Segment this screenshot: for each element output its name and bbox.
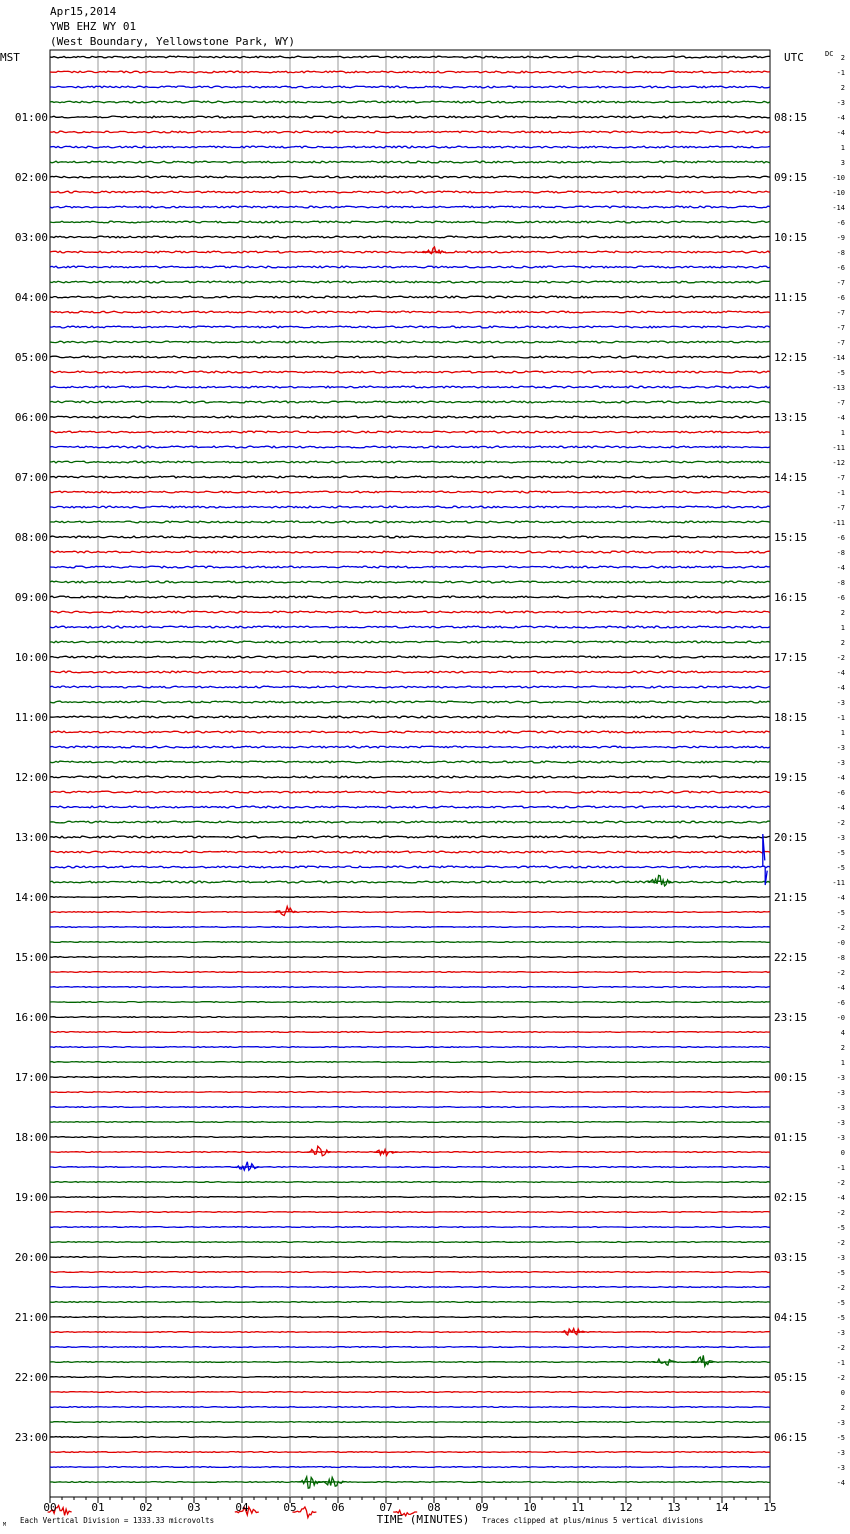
trace-line xyxy=(50,716,770,718)
x-tick-label: 14 xyxy=(715,1501,729,1514)
dc-offset-label: -6 xyxy=(836,264,845,272)
trace-line xyxy=(50,356,770,358)
dc-offset-label: 2 xyxy=(840,54,845,62)
dc-offset-label: -12 xyxy=(832,459,845,467)
dc-offset-label: 3 xyxy=(840,159,845,167)
mst-hour-label: 14:00 xyxy=(14,891,48,904)
mst-hour-label: 10:00 xyxy=(14,651,48,664)
trace-line xyxy=(50,131,770,133)
dc-offset-label: 4 xyxy=(840,1029,845,1037)
trace-line xyxy=(50,626,770,628)
trace-line xyxy=(50,506,770,508)
dc-offset-label: -2 xyxy=(836,924,845,932)
trace-line xyxy=(50,596,770,598)
dc-offset-label: -3 xyxy=(836,834,845,842)
x-tick-label: 07 xyxy=(379,1501,393,1514)
dc-offset-label: -2 xyxy=(836,819,845,827)
dc-offset-label: -2 xyxy=(836,1374,845,1382)
trace-line xyxy=(50,311,770,313)
seismic-event xyxy=(763,834,765,867)
mst-hour-label: 06:00 xyxy=(14,411,48,424)
trace-line xyxy=(50,1467,770,1468)
dc-offset-label: -2 xyxy=(836,969,845,977)
trace-line xyxy=(50,581,770,583)
trace-line xyxy=(50,161,770,163)
dc-offset-label: -4 xyxy=(836,564,845,572)
mst-hour-label: 11:00 xyxy=(14,711,48,724)
trace-line xyxy=(50,912,770,913)
dc-offset-label: -3 xyxy=(836,1419,845,1427)
x-tick-label: 08 xyxy=(427,1501,441,1514)
trace-line xyxy=(50,296,770,298)
utc-hour-label: 09:15 xyxy=(774,171,808,184)
trace-line xyxy=(50,1227,770,1228)
utc-hour-label: 00:15 xyxy=(774,1071,808,1084)
mst-hour-label: 17:00 xyxy=(14,1071,48,1084)
trace-line xyxy=(50,1242,770,1243)
trace-line xyxy=(50,341,770,343)
x-tick-label: 00 xyxy=(43,1501,57,1514)
trace-line xyxy=(50,116,770,118)
trace-line xyxy=(50,461,770,463)
trace-line xyxy=(50,731,770,733)
dc-offset-label: -4 xyxy=(836,669,845,677)
utc-hour-label: 11:15 xyxy=(774,291,808,304)
dc-offset-label: -5 xyxy=(836,1224,845,1232)
trace-line xyxy=(50,401,770,403)
dc-offset-label: -4 xyxy=(836,114,845,122)
mst-hour-label: 05:00 xyxy=(14,351,48,364)
trace-line xyxy=(50,386,770,388)
trace-line xyxy=(50,491,770,493)
utc-hour-label: 05:15 xyxy=(774,1371,808,1384)
x-tick-label: 12 xyxy=(619,1501,633,1514)
mst-hour-label: 23:00 xyxy=(14,1431,48,1444)
dc-offset-label: -7 xyxy=(836,504,845,512)
dc-offset-label: 2 xyxy=(840,84,845,92)
trace-line xyxy=(50,416,770,418)
utc-hour-label: 13:15 xyxy=(774,411,808,424)
trace-line xyxy=(50,101,770,103)
trace-line xyxy=(50,446,770,448)
trace-line xyxy=(50,1347,770,1348)
trace-line xyxy=(50,776,770,778)
dc-offset-label: 1 xyxy=(840,144,845,152)
dc-offset-label: -3 xyxy=(836,699,845,707)
trace-line xyxy=(50,701,770,703)
x-tick-label: 09 xyxy=(475,1501,489,1514)
trace-line xyxy=(50,957,770,958)
trace-line xyxy=(50,1272,770,1273)
dc-offset-label: -7 xyxy=(836,309,845,317)
dc-offset-label: -7 xyxy=(836,324,845,332)
dc-offset-label: -3 xyxy=(836,1089,845,1097)
dc-offset-label: -4 xyxy=(836,684,845,692)
trace-line xyxy=(50,1107,770,1108)
utc-hour-label: 19:15 xyxy=(774,771,808,784)
trace-line xyxy=(50,221,770,223)
dc-offset-label: 2 xyxy=(840,1404,845,1412)
utc-hour-label: 12:15 xyxy=(774,351,808,364)
dc-offset-label: -9 xyxy=(836,234,845,242)
dc-offset-label: -6 xyxy=(836,219,845,227)
dc-offset-label: -1 xyxy=(836,1359,845,1367)
trace-line xyxy=(50,176,770,178)
trace-line xyxy=(50,927,770,928)
dc-offset-label: -7 xyxy=(836,474,845,482)
x-tick-label: 11 xyxy=(571,1501,585,1514)
trace-line xyxy=(50,71,770,73)
trace-line xyxy=(50,1167,770,1168)
utc-hour-label: 23:15 xyxy=(774,1011,808,1024)
trace-line xyxy=(50,1002,770,1003)
utc-hour-label: 16:15 xyxy=(774,591,808,604)
dc-axis-title: DC xyxy=(825,50,834,58)
utc-hour-label: 02:15 xyxy=(774,1191,808,1204)
mst-hour-label: 16:00 xyxy=(14,1011,48,1024)
mst-axis-title: MST xyxy=(0,51,20,64)
trace-line xyxy=(50,146,770,148)
utc-hour-label: 08:15 xyxy=(774,111,808,124)
dc-offset-label: -2 xyxy=(836,1239,845,1247)
dc-offset-label: -5 xyxy=(836,1314,845,1322)
trace-line xyxy=(50,1212,770,1213)
dc-offset-label: -6 xyxy=(836,999,845,1007)
dc-offset-label: -3 xyxy=(836,759,845,767)
trace-line xyxy=(50,1047,770,1048)
dc-offset-label: -1 xyxy=(836,1164,845,1172)
dc-offset-label: -3 xyxy=(836,99,845,107)
dc-offset-label: -8 xyxy=(836,579,845,587)
dc-offset-label: -7 xyxy=(836,339,845,347)
dc-offset-label: -4 xyxy=(836,1194,845,1202)
mst-hour-label: 13:00 xyxy=(14,831,48,844)
trace-line xyxy=(50,1017,770,1018)
trace-line xyxy=(50,1122,770,1123)
dc-offset-label: -2 xyxy=(836,1284,845,1292)
trace-line xyxy=(50,1407,770,1408)
utc-hour-label: 17:15 xyxy=(774,651,808,664)
trace-line xyxy=(50,641,770,643)
dc-offset-label: -5 xyxy=(836,909,845,917)
trace-line xyxy=(50,836,770,838)
mst-hour-label: 19:00 xyxy=(14,1191,48,1204)
dc-offset-label: -5 xyxy=(836,369,845,377)
dc-offset-label: -3 xyxy=(836,1119,845,1127)
trace-line xyxy=(50,266,770,268)
seismic-event xyxy=(691,1355,715,1366)
seismic-event xyxy=(235,1162,259,1170)
trace-line xyxy=(50,897,770,898)
dc-offset-label: -3 xyxy=(836,1104,845,1112)
trace-line xyxy=(50,987,770,988)
dc-offset-label: -13 xyxy=(832,384,845,392)
trace-line xyxy=(50,1482,770,1483)
utc-hour-label: 14:15 xyxy=(774,471,808,484)
mst-hour-label: 04:00 xyxy=(14,291,48,304)
trace-line xyxy=(50,1377,770,1378)
utc-hour-label: 03:15 xyxy=(774,1251,808,1264)
dc-offset-label: -8 xyxy=(836,549,845,557)
x-tick-label: 01 xyxy=(91,1501,105,1514)
dc-offset-label: 1 xyxy=(840,624,845,632)
corner-mark: M xyxy=(3,1522,7,1528)
mst-hour-label: 01:00 xyxy=(14,111,48,124)
chart-date: Apr15,2014 xyxy=(50,5,117,18)
x-tick-label: 02 xyxy=(139,1501,153,1514)
trace-line xyxy=(50,1422,770,1423)
seismic-event xyxy=(273,906,297,915)
dc-offset-label: -6 xyxy=(836,534,845,542)
trace-line xyxy=(50,1197,770,1198)
dc-offset-label: -4 xyxy=(836,804,845,812)
trace-line xyxy=(50,86,770,88)
trace-line xyxy=(50,1152,770,1153)
dc-offset-label: -3 xyxy=(836,744,845,752)
trace-line xyxy=(50,431,770,433)
x-tick-label: 13 xyxy=(667,1501,681,1514)
trace-line xyxy=(50,942,770,943)
trace-line xyxy=(50,551,770,553)
chart-station: YWB EHZ WY 01 xyxy=(50,20,137,33)
dc-offset-label: -2 xyxy=(836,654,845,662)
trace-line xyxy=(50,371,770,373)
dc-offset-label: -2 xyxy=(836,1179,845,1187)
dc-offset-label: 1 xyxy=(840,429,845,437)
dc-offset-label: -5 xyxy=(836,849,845,857)
trace-line xyxy=(50,251,770,253)
dc-offset-label: -11 xyxy=(832,879,845,887)
utc-hour-label: 21:15 xyxy=(774,891,808,904)
scale-note: Each Vertical Division = 1333.33 microvolts xyxy=(20,1516,215,1525)
trace-line xyxy=(50,1062,770,1063)
dc-offset-label: -0 xyxy=(836,939,845,947)
dc-offset-label: -14 xyxy=(832,354,845,362)
dc-offset-label: -3 xyxy=(836,1449,845,1457)
trace-line xyxy=(50,866,770,868)
dc-offset-label: -4 xyxy=(836,414,845,422)
clip-note: Traces clipped at plus/minus 5 vertical divisions xyxy=(482,1516,704,1525)
trace-line xyxy=(50,1437,770,1438)
mst-hour-label: 07:00 xyxy=(14,471,48,484)
x-tick-label: 05 xyxy=(283,1501,297,1514)
trace-line xyxy=(50,1032,770,1033)
utc-hour-label: 18:15 xyxy=(774,711,808,724)
trace-line xyxy=(50,821,770,823)
dc-offset-label: 1 xyxy=(840,1059,845,1067)
utc-hour-label: 01:15 xyxy=(774,1131,808,1144)
trace-line xyxy=(50,746,770,748)
dc-offset-label: 1 xyxy=(840,729,845,737)
mst-hour-label: 12:00 xyxy=(14,771,48,784)
trace-line xyxy=(50,191,770,193)
dc-offset-label: 0 xyxy=(840,1149,845,1157)
dc-offset-label: -3 xyxy=(836,1074,845,1082)
trace-line xyxy=(50,326,770,328)
trace-line xyxy=(50,1392,770,1393)
mst-hour-label: 21:00 xyxy=(14,1311,48,1324)
dc-offset-label: 2 xyxy=(840,639,845,647)
x-tick-label: 10 xyxy=(523,1501,537,1514)
dc-offset-label: -6 xyxy=(836,594,845,602)
utc-hour-label: 22:15 xyxy=(774,951,808,964)
seismic-event xyxy=(307,1146,331,1156)
dc-offset-label: -4 xyxy=(836,129,845,137)
trace-line xyxy=(50,476,770,478)
chart-location: (West Boundary, Yellowstone Park, WY) xyxy=(50,35,296,48)
utc-hour-label: 06:15 xyxy=(774,1431,808,1444)
mst-hour-label: 20:00 xyxy=(14,1251,48,1264)
dc-offset-label: -4 xyxy=(836,984,845,992)
mst-hour-label: 08:00 xyxy=(14,531,48,544)
dc-offset-label: -2 xyxy=(836,1209,845,1217)
dc-offset-label: -4 xyxy=(836,774,845,782)
trace-line xyxy=(50,281,770,283)
trace-line xyxy=(50,806,770,808)
seismic-event xyxy=(297,1477,321,1488)
mst-hour-label: 09:00 xyxy=(14,591,48,604)
mst-hour-label: 22:00 xyxy=(14,1371,48,1384)
trace-line xyxy=(50,1137,770,1138)
trace-line xyxy=(50,671,770,673)
dc-offset-label: -14 xyxy=(832,204,845,212)
trace-line xyxy=(50,791,770,793)
mst-hour-label: 03:00 xyxy=(14,231,48,244)
dc-offset-label: -6 xyxy=(836,294,845,302)
dc-offset-label: 0 xyxy=(840,1389,845,1397)
dc-offset-label: -7 xyxy=(836,399,845,407)
dc-offset-label: -5 xyxy=(836,1269,845,1277)
dc-offset-label: 2 xyxy=(840,1044,845,1052)
dc-offset-label: -10 xyxy=(832,174,845,182)
trace-line xyxy=(50,1257,770,1258)
trace-line xyxy=(50,236,770,238)
dc-offset-label: -1 xyxy=(836,714,845,722)
dc-offset-label: -5 xyxy=(836,1434,845,1442)
dc-offset-label: -1 xyxy=(836,489,845,497)
dc-offset-label: -3 xyxy=(836,1464,845,1472)
trace-line xyxy=(50,1287,770,1288)
trace-line xyxy=(50,56,770,58)
dc-offset-label: -11 xyxy=(832,519,845,527)
dc-offset-label: -8 xyxy=(836,954,845,962)
trace-line xyxy=(50,656,770,658)
dc-offset-label: -3 xyxy=(836,1134,845,1142)
trace-line xyxy=(50,1302,770,1303)
utc-hour-label: 15:15 xyxy=(774,531,808,544)
dc-offset-label: -7 xyxy=(836,279,845,287)
dc-offset-label: -5 xyxy=(836,1299,845,1307)
trace-line xyxy=(50,1182,770,1183)
dc-offset-label: -5 xyxy=(836,864,845,872)
trace-line xyxy=(50,972,770,973)
dc-offset-label: -3 xyxy=(836,1329,845,1337)
trace-line xyxy=(50,1362,770,1363)
dc-offset-label: -4 xyxy=(836,894,845,902)
utc-hour-label: 04:15 xyxy=(774,1311,808,1324)
dc-offset-label: -10 xyxy=(832,189,845,197)
trace-line xyxy=(50,536,770,538)
utc-hour-label: 10:15 xyxy=(774,231,808,244)
dc-offset-label: -8 xyxy=(836,249,845,257)
dc-offset-label: -2 xyxy=(836,1344,845,1352)
trace-line xyxy=(50,686,770,688)
trace-line xyxy=(50,851,770,853)
trace-line xyxy=(50,206,770,208)
trace-line xyxy=(50,1317,770,1318)
x-tick-label: 06 xyxy=(331,1501,345,1514)
mst-hour-label: 02:00 xyxy=(14,171,48,184)
trace-line xyxy=(50,1077,770,1078)
utc-hour-label: 20:15 xyxy=(774,831,808,844)
trace-line xyxy=(50,1092,770,1093)
dc-offset-label: -4 xyxy=(836,1479,845,1487)
dc-offset-label: -11 xyxy=(832,444,845,452)
dc-offset-label: 2 xyxy=(840,609,845,617)
x-axis-title: TIME (MINUTES) xyxy=(376,1513,470,1526)
trace-line xyxy=(50,1452,770,1453)
dc-offset-label: -1 xyxy=(836,69,845,77)
mst-hour-label: 18:00 xyxy=(14,1131,48,1144)
trace-line xyxy=(50,566,770,568)
dc-offset-label: -3 xyxy=(836,1254,845,1262)
trace-line xyxy=(50,521,770,523)
trace-line xyxy=(50,1332,770,1333)
dc-offset-label: -0 xyxy=(836,1014,845,1022)
trace-line xyxy=(50,761,770,763)
x-tick-label: 15 xyxy=(763,1501,777,1514)
mst-hour-label: 15:00 xyxy=(14,951,48,964)
trace-line xyxy=(50,611,770,613)
x-tick-label: 03 xyxy=(187,1501,201,1514)
utc-axis-title: UTC xyxy=(784,51,804,64)
dc-offset-label: -6 xyxy=(836,789,845,797)
x-tick-label: 04 xyxy=(235,1501,249,1514)
